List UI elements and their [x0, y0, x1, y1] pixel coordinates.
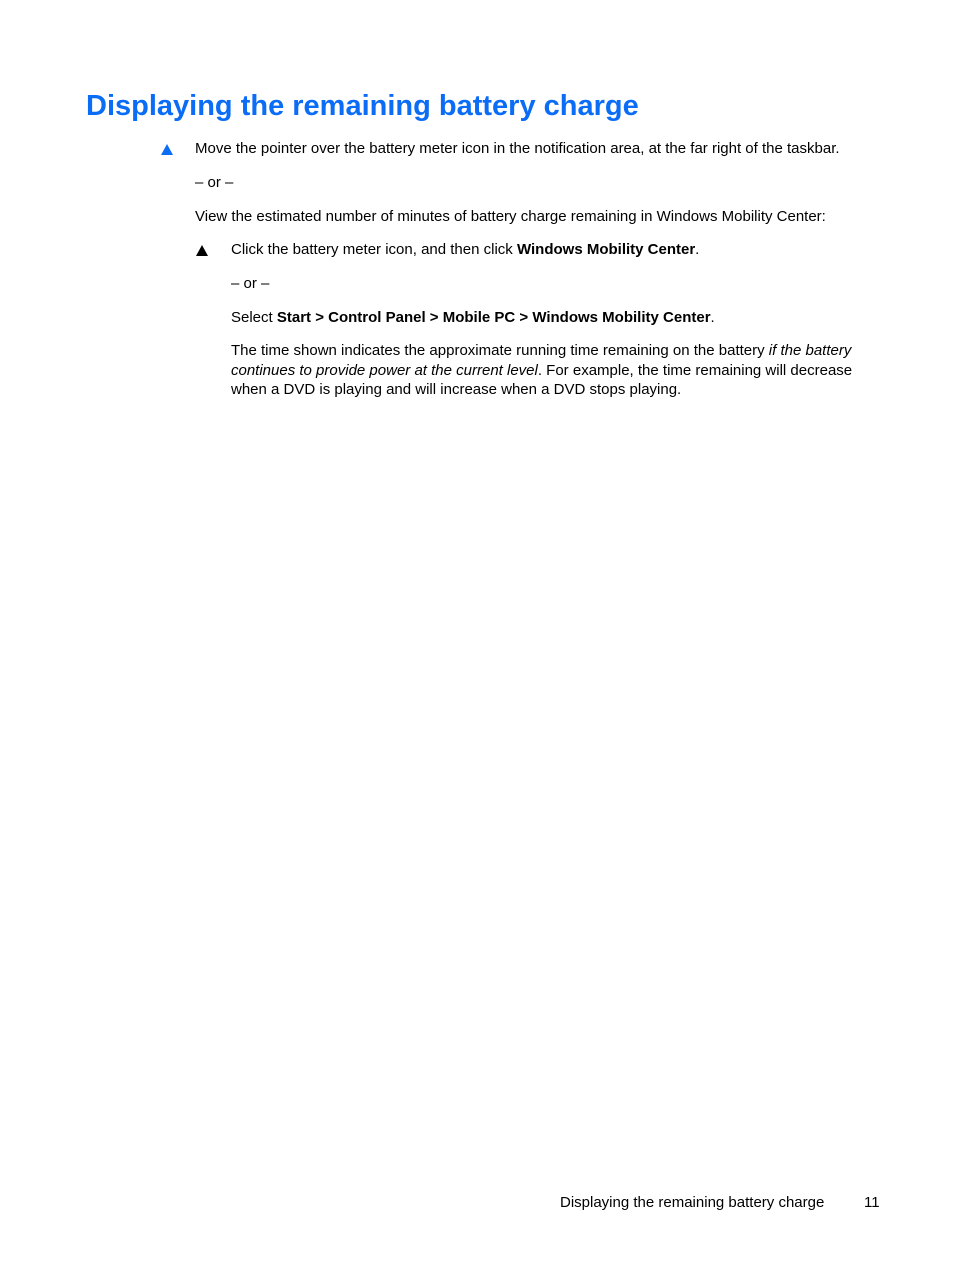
page-title: Displaying the remaining battery charge	[86, 90, 639, 122]
instruction-text: View the estimated number of minutes of battery charge remaining in Windows Mobility Center:	[195, 208, 826, 225]
bullet-text-end: .	[695, 241, 700, 258]
select-text: Select	[231, 309, 277, 326]
bullet-bold-text: Windows Mobility Center	[516, 241, 696, 258]
bullet-text: Click the battery meter icon, and then click	[231, 241, 517, 258]
paragraph-italic: if the battery continues to provide power at the current level	[231, 342, 852, 379]
select-text-end: .	[710, 309, 715, 326]
select-path-text	[231, 308, 715, 327]
triangle-bullet-icon	[196, 245, 208, 256]
or-separator: – or –	[231, 275, 270, 292]
triangle-bullet-icon	[161, 144, 173, 155]
explanation-paragraph	[231, 341, 886, 400]
page-number: 11	[864, 1194, 880, 1211]
bullet-item-hover: Move the pointer over the battery meter icon in the notification area, at the far right of the taskbar.	[195, 140, 840, 157]
paragraph-text-end: . For example, the time remaining will decrease when a DVD is playing and will increase when a DVD stops playing.	[231, 361, 853, 398]
bullet-item-click	[231, 240, 699, 259]
menu-path: Start > Control Panel > Mobile PC > Windows Mobility Center	[276, 309, 711, 326]
or-separator: – or –	[195, 174, 234, 191]
footer-section-title: Displaying the remaining battery charge	[560, 1194, 825, 1211]
paragraph-text: The time shown indicates the approximate running time remaining on the battery	[231, 342, 769, 359]
